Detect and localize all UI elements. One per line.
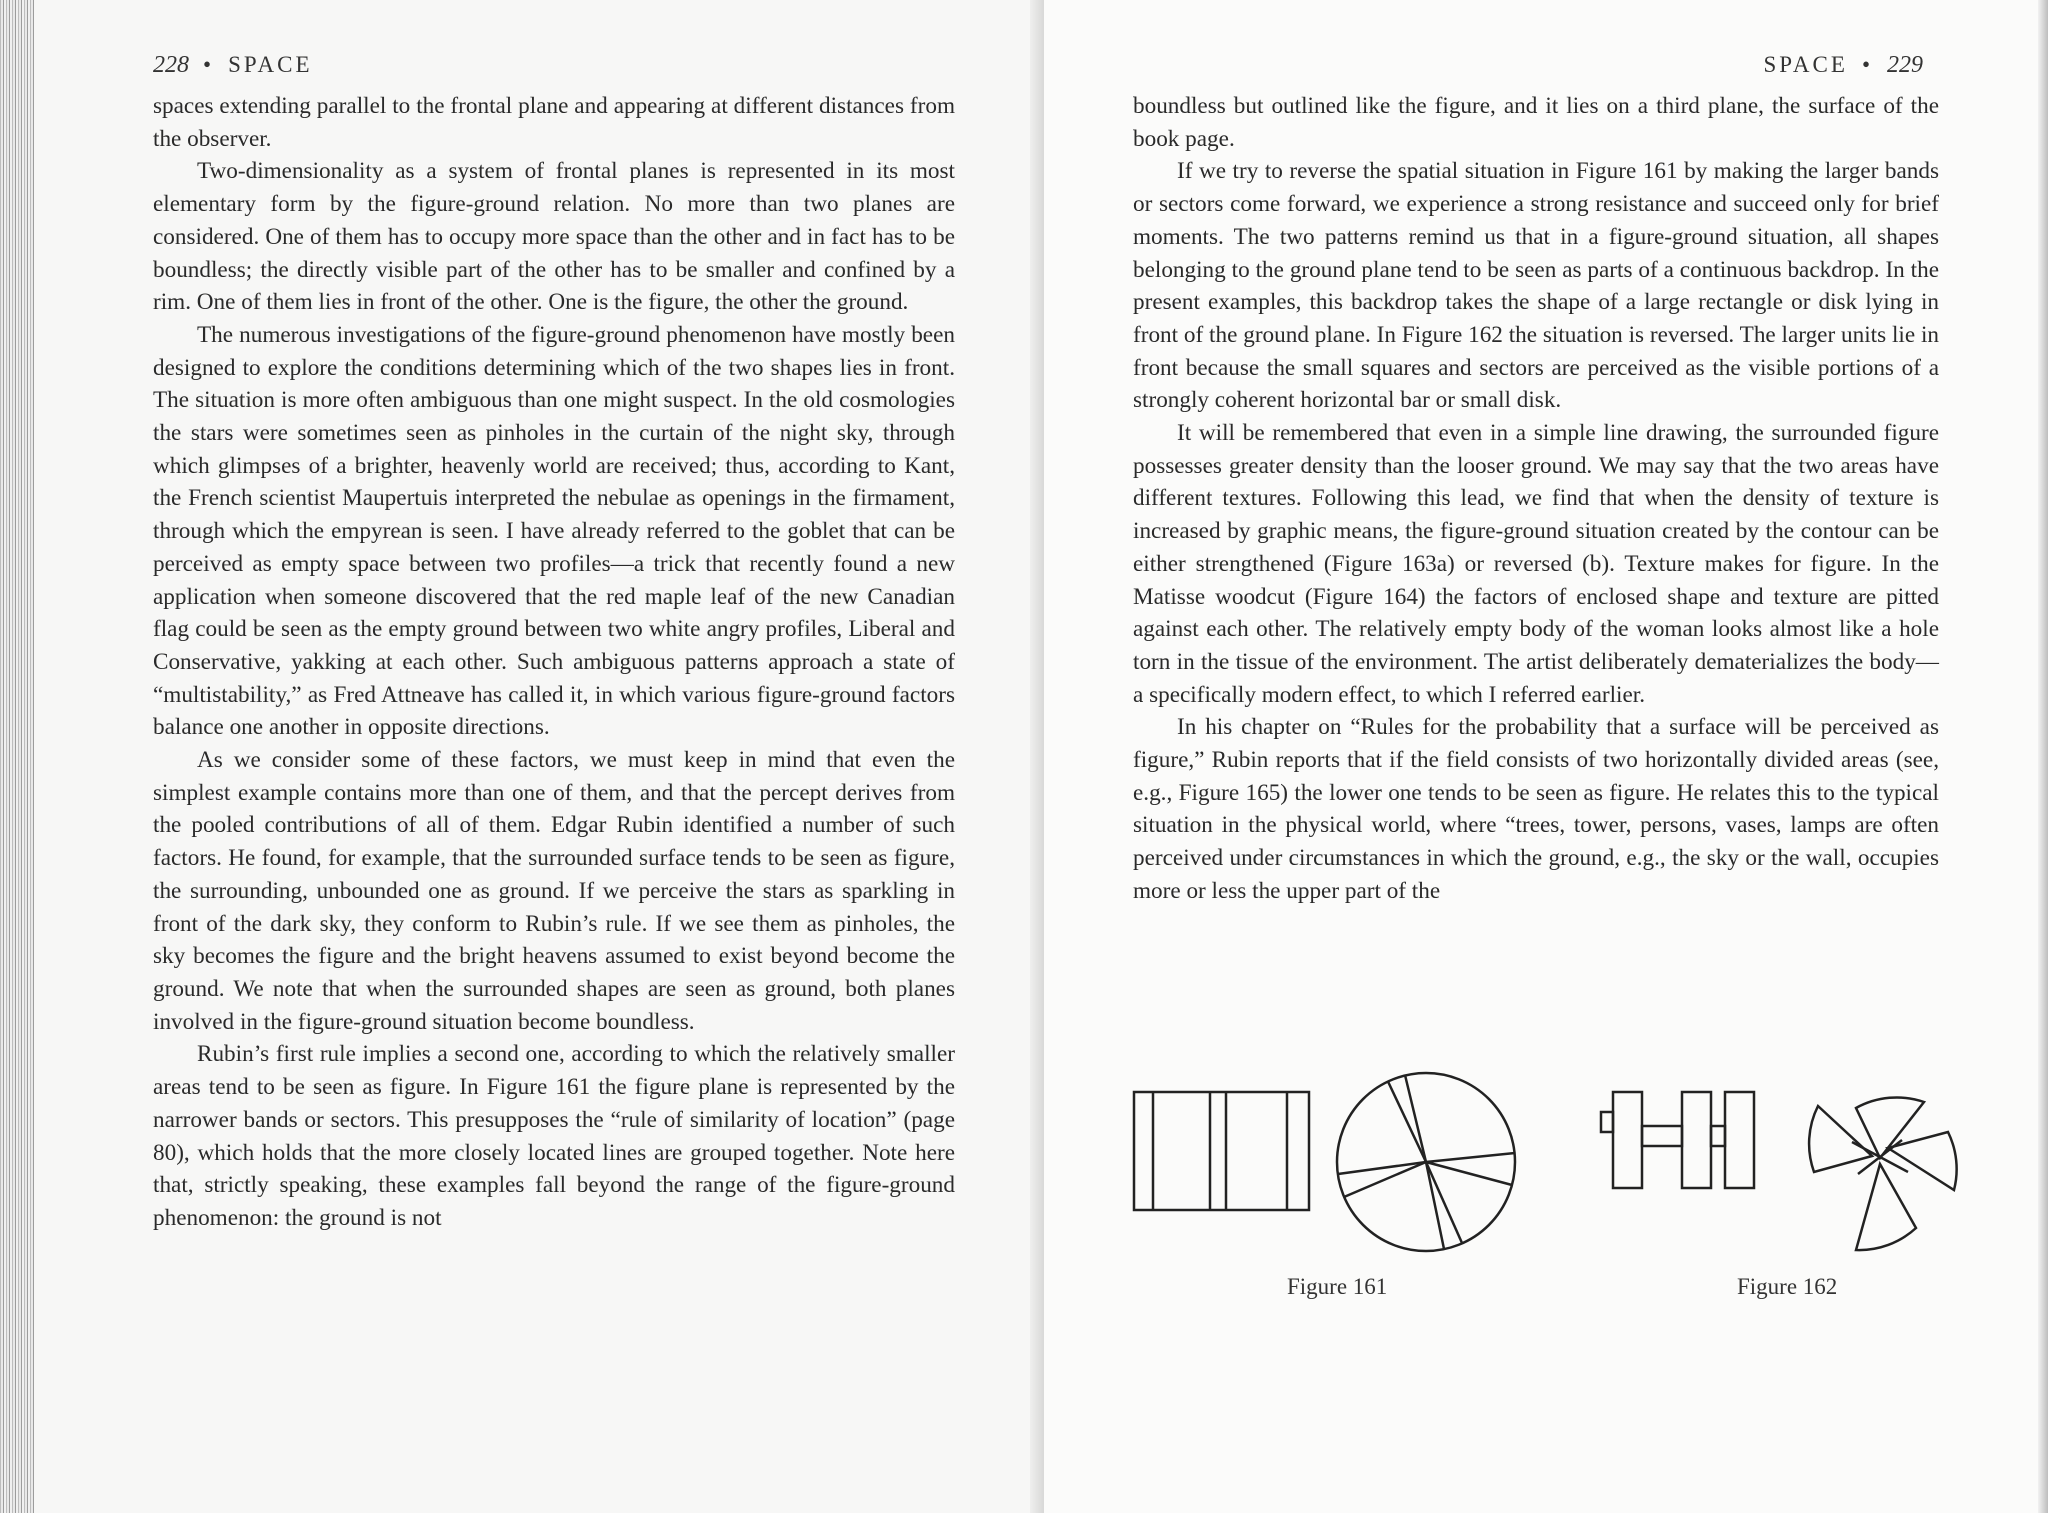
left-paragraph-1: spaces extending parallel to the frontal plane and appearing at different distances from the observer. <box>153 93 955 152</box>
figure-162-sector <box>1856 1164 1916 1250</box>
figure-162-caption: Figure 162 <box>1737 1274 1838 1299</box>
figure-161-sector-line <box>1426 1153 1515 1162</box>
figure-162-sector <box>1809 1106 1872 1172</box>
figure-161-sector-line <box>1426 1162 1512 1185</box>
page-edge-left <box>0 0 34 1513</box>
figure-161-sector-line <box>1426 1162 1462 1243</box>
right-paragraph-3: It will be remembered that even in a simple line drawing, the surrounded figure possesses greater density than the looser ground. We may say that the two areas have different textures. Following this lead, we find that when the density of texture is increased by graphic means, the figure-ground situation created by the contour can be either strengthened (Figure 163a) or reversed (b). Texture makes for figure. In the Matisse woodcut (Figure 164) the factors of enclosed shape and texture are pitted against each other. The relatively empty body of the woman looks almost like a hole torn in the tissue of the environment. The artist deliberately dematerializes the body—a specifically modern effect, to which I referred earlier. <box>1133 420 1939 708</box>
figure-162-bar-square <box>1711 1126 1725 1146</box>
figure-161-caption: Figure 161 <box>1287 1274 1388 1299</box>
left-paragraph-2: Two-dimensionality as a system of frontal planes is represented in its most elementary form by the figure-ground relation. No more than two planes are considered. One of them has to occupy more space than the other and in fact has to be boundless; the directly visible part of the other has to be smaller and confined by a rim. One of them lies in front of the other. One is the figure, the other the ground. <box>153 158 955 316</box>
right-running-head-title: SPACE <box>1763 52 1848 77</box>
figure-162-bar-square <box>1601 1112 1613 1132</box>
right-page-number: 229 <box>1887 52 1923 78</box>
right-body-text <box>1133 90 1939 908</box>
left-paragraph-4: As we consider some of these factors, we must keep in mind that even the simplest example contains more than one of them, and that the percept derives from the pooled contributions of all of them. Edgar Rubin identified a number of such factors. He found, for example, that the surrounded surface tends to be seen as figure, the surrounding, unbounded one as ground. If we perceive the stars as sparkling in front of the dark sky, they conform to Rubin’s rule. If we see them as pinholes, the sky becomes the figure and the bright heavens assumed to exist beyond become the ground. We note that when the surrounded shapes are seen as ground, both planes involved in the figure-ground situation become boundless. <box>153 747 955 1035</box>
figure-161-sector-line <box>1405 1075 1426 1162</box>
left-running-head: 228 • SPACE <box>153 52 313 78</box>
figure-162-band <box>1682 1092 1711 1188</box>
left-paragraph-5: Rubin’s first rule implies a second one, according to which the relatively smaller areas tend to be seen as figure. In Figure 161 the figure plane is represented by the narrower bands or sectors. This presupposes the “rule of similarity of location” (page 80), which holds that the more closely located lines are grouped together. Note here that, strictly speaking, these examples fall beyond the range of the figure-ground phenomenon: the ground is not <box>153 1041 955 1231</box>
page-edge-right <box>2038 0 2048 1513</box>
figure-162-sector <box>1888 1132 1957 1190</box>
right-running-head: SPACE • 229 <box>1763 52 1923 78</box>
right-page <box>1044 0 2048 1513</box>
right-paragraph-4: In his chapter on “Rules for the probability that a surface will be perceived as figure,” Rubin reports that if the field consists of two horizontally divided areas (see, e.g., Figure 165) the lower one tends to be seen as figure. He relates this to the typical situation in the physical world, where “trees, tower, persons, vases, lamps are often perceived under circumstances in which the ground, e.g., the sky or the wall, occupies more or less the upper part of the <box>1133 714 1939 904</box>
left-running-head-title: SPACE <box>228 52 313 77</box>
figure-162-band <box>1613 1092 1642 1188</box>
left-paragraph-3: The numerous investigations of the figure-ground phenomenon have mostly been designed to explore the conditions determining which of the two shapes lies in front. The situation is more often ambiguous than one might suspect. In the old cosmologies the stars were sometimes seen as pinholes in the curtain of the night sky, through which glimpses of a brighter, heavenly world are received; thus, according to Kant, the French scientist Maupertuis interpreted the nebulae as openings in the firmament, through which the empyrean is seen. I have already referred to the goblet that can be perceived as empty space between two profiles—a trick that recently found a new application when someone discovered that the red maple leaf of the new Canadian flag could be seen as the empty ground between two white angry profiles, Liberal and Conservative, yakking at each other. Such ambiguous patterns approach a state of “multistability,” as Fred Attneave has called it, in which various figure-ground factors balance one another in opposite directions. <box>153 321 955 741</box>
right-paragraph-1: boundless but outlined like the figure, and it lies on a third plane, the surface of the book page. <box>1133 93 1939 152</box>
figure-161-sector-line <box>1426 1162 1444 1249</box>
figure-161 <box>1126 1070 1576 1260</box>
figure-162-bar-square <box>1642 1126 1682 1146</box>
figure-162-band <box>1725 1092 1754 1188</box>
figure-161-rectangle <box>1134 1092 1309 1210</box>
left-page-number: 228 <box>153 52 189 78</box>
right-paragraph-2: If we try to reverse the spatial situation in Figure 161 by making the larger bands or sectors come forward, we experience a strong resistance and succeed only for brief moments. The two patterns remind us that in a figure-ground situation, all shapes belonging to the ground plane tend to be seen as parts of a continuous backdrop. In the present examples, this backdrop takes the shape of a large rectangle or disk lying in front of the ground plane. In Figure 162 the situation is reversed. The larger units lie in front because the small squares and sectors are perceived as the visible portions of a strongly coherent horizontal bar or small disk. <box>1133 158 1939 414</box>
left-body-text <box>153 90 955 1235</box>
figure-162 <box>1556 1060 1996 1260</box>
figure-161-sector-line <box>1388 1082 1426 1163</box>
